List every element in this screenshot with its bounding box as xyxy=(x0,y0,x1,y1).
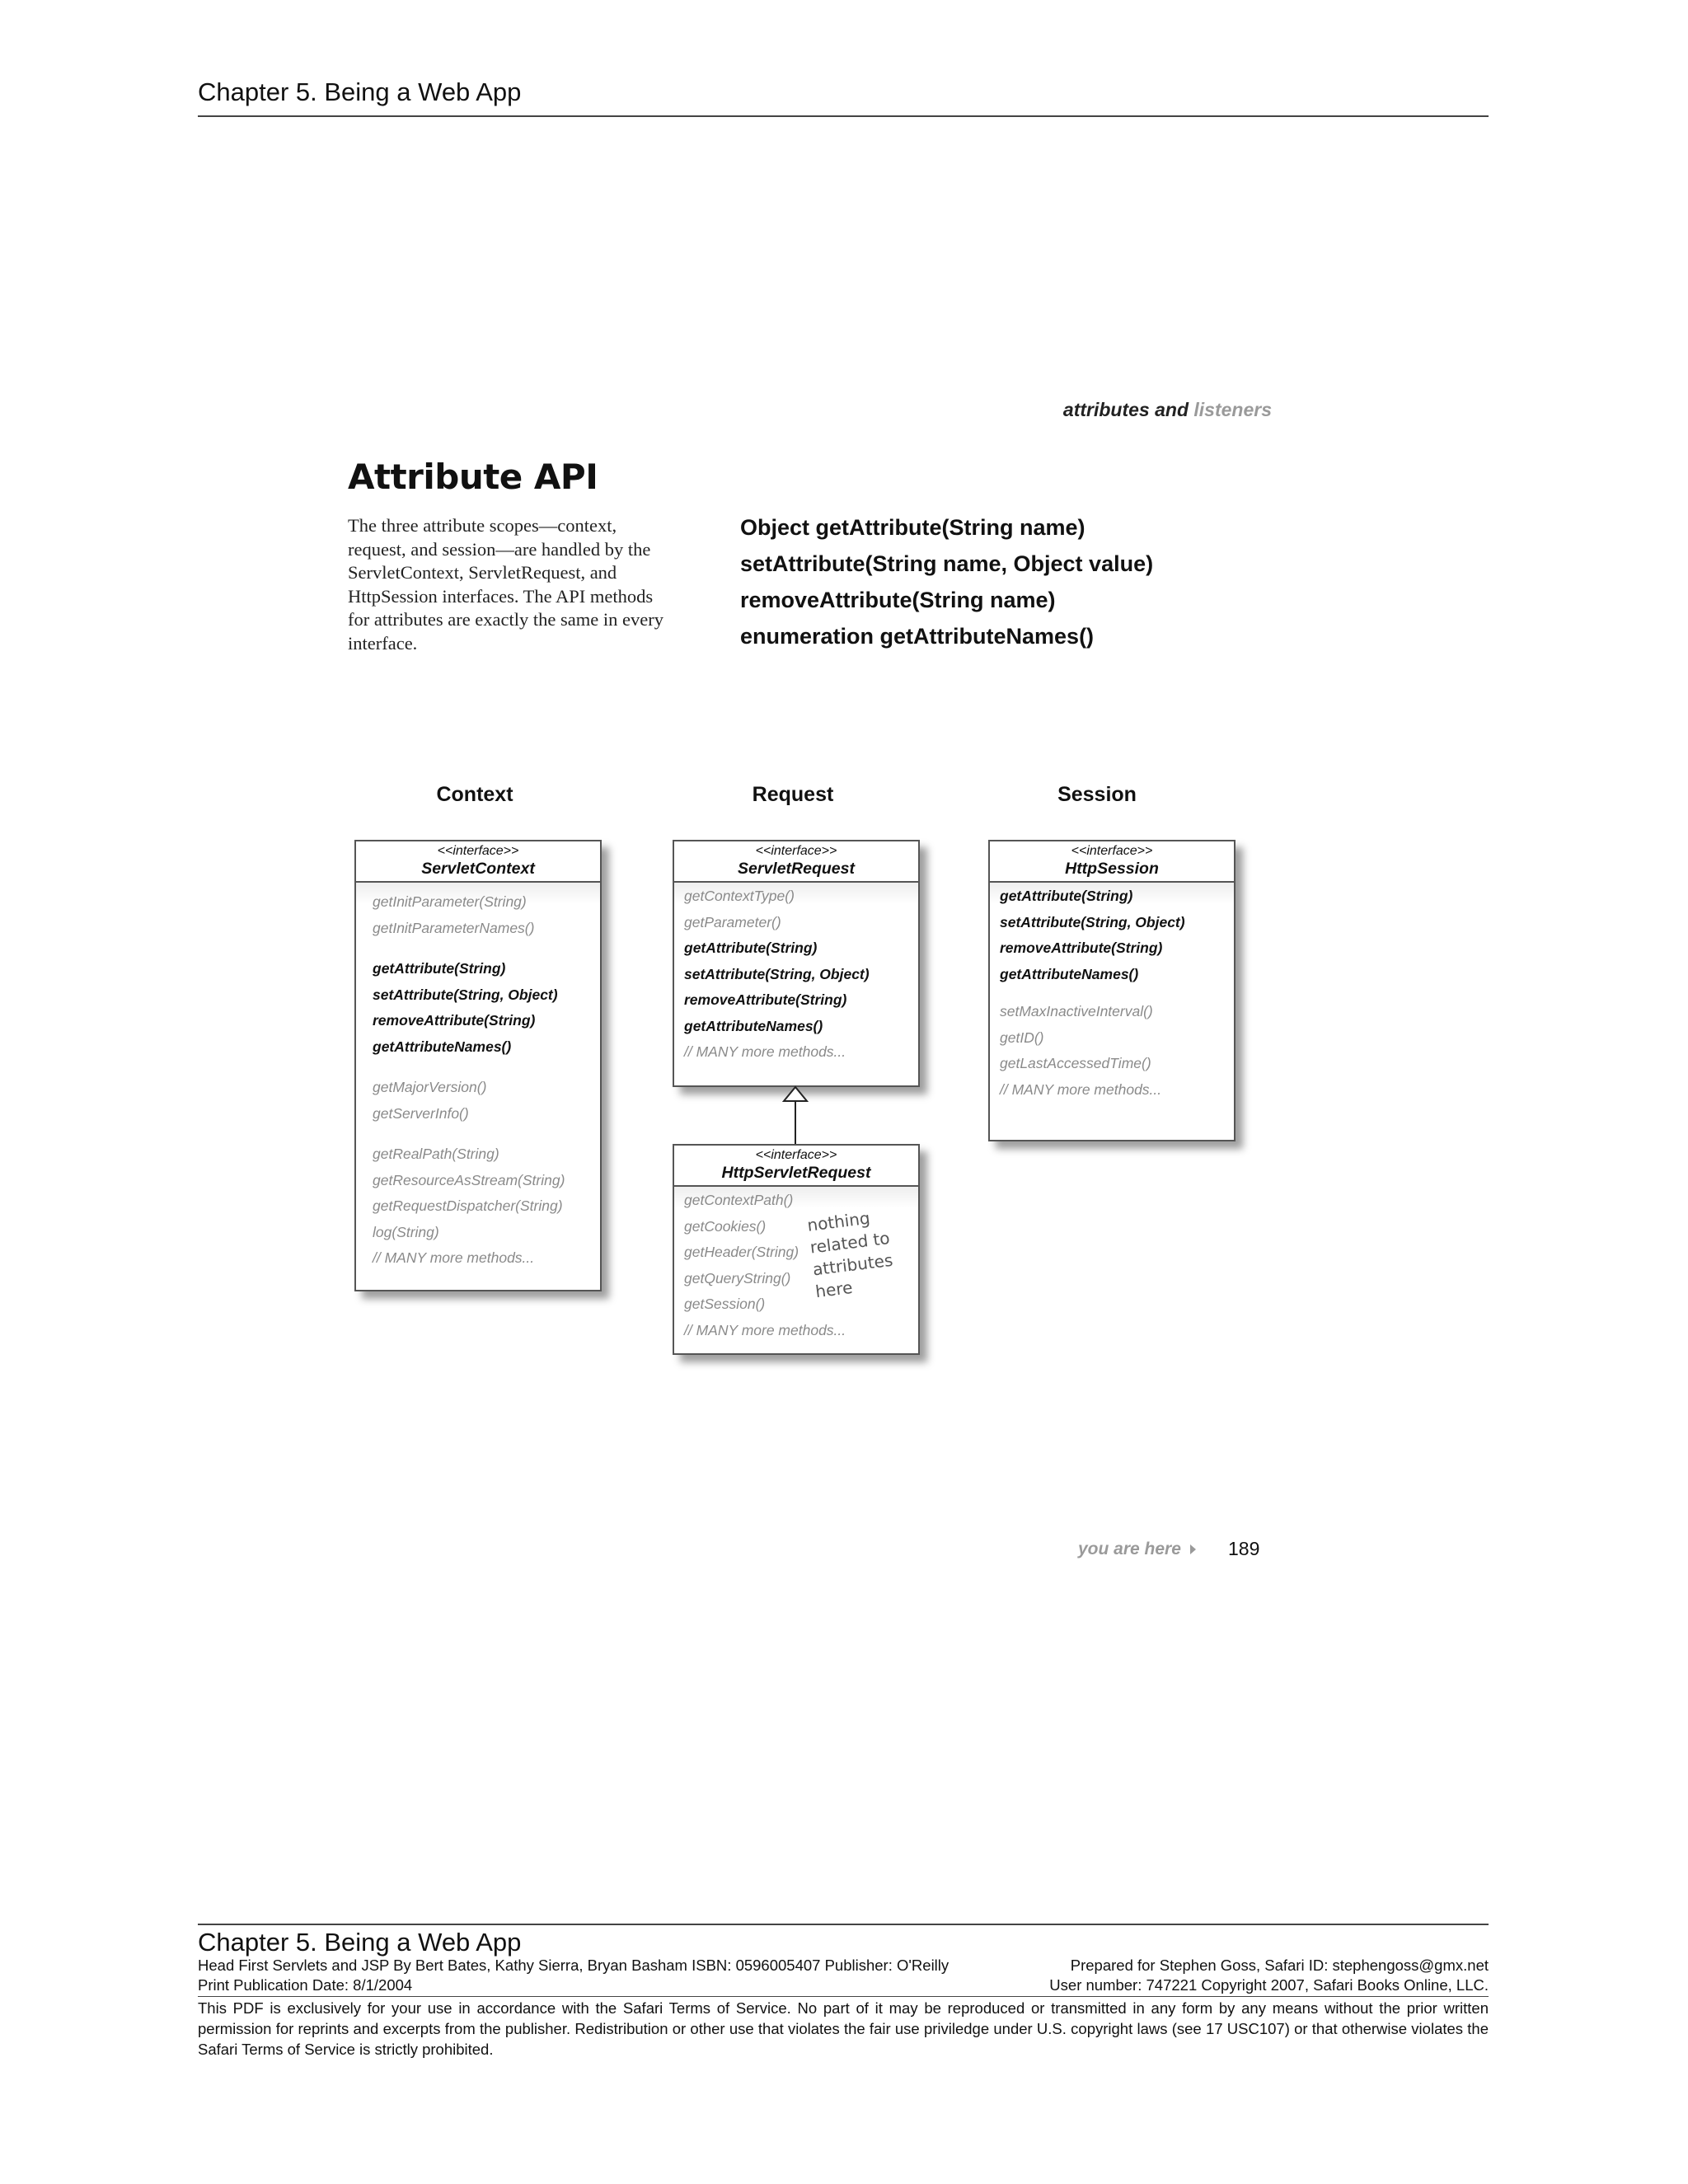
column-label-context: Context xyxy=(436,783,513,806)
method: getMajorVersion() xyxy=(373,1079,487,1095)
column-label-session: Session xyxy=(1057,783,1137,806)
note-line: nothing xyxy=(806,1207,871,1235)
stereotype: <<interface>> xyxy=(755,844,837,858)
method: getRealPath(String) xyxy=(373,1146,499,1162)
attribute-methods xyxy=(740,509,1153,654)
user-number: User number: 747221 Copyright 2007, Safari Books Online, LLC. xyxy=(1049,1976,1489,1994)
footer-rule-2 xyxy=(198,1996,1489,1997)
method-line: enumeration getAttributeNames() xyxy=(740,624,1095,649)
method: getRequestDispatcher(String) xyxy=(373,1197,563,1214)
method: getAttribute(String) xyxy=(373,960,506,977)
method-list xyxy=(990,883,1234,1111)
intro-paragraph: The three attribute scopes—context, request, and session—are handled by the ServletContext, ServletRequest, and HttpSession interfaces. The API methods for attributes are exactly the same in every interface. xyxy=(348,515,663,654)
servlet-request-box xyxy=(673,840,920,1087)
method: getContextPath() xyxy=(684,1192,794,1208)
note-line: related to xyxy=(809,1227,891,1258)
prepared-for: Prepared for Stephen Goss, Safari ID: stephengoss@gmx.net xyxy=(1070,1957,1489,1974)
servlet-context-box xyxy=(354,840,602,1291)
method: getLastAccessedTime() xyxy=(1000,1055,1151,1071)
legal-notice: This PDF is exclusively for your use in accordance with the Safari Terms of Service. No part of it may be reproduced or transmitted in any form by any means without the prior written permission for reprints and excerpts from the publisher. Redistribution or other use that violates the fair use priviledge under U.S. copyright laws (see 17 USC107) or that otherwise violates the Safari Terms of Service is strictly prohibited. xyxy=(198,1999,1489,2058)
method: log(String) xyxy=(373,1223,439,1240)
footer-chapter-title: Chapter 5. Being a Web App xyxy=(198,1928,522,1957)
method: // MANY more methods... xyxy=(1000,1080,1162,1098)
method: getParameter() xyxy=(684,913,781,930)
running-head-bold: attributes and xyxy=(1062,399,1189,420)
footer-date-line xyxy=(198,1976,1489,1994)
footer-rule xyxy=(198,1924,1489,1925)
method: removeAttribute(String) xyxy=(373,1012,536,1029)
page-number: 189 xyxy=(1228,1538,1260,1559)
method: removeAttribute(String) xyxy=(1000,940,1163,956)
inheritance-arrow xyxy=(775,1085,816,1144)
method: setAttribute(String, Object) xyxy=(684,965,870,982)
book-info: Head First Servlets and JSP By Bert Bates, Kathy Sierra, Bryan Basham ISBN: 0596005407 Publisher: O'Reilly xyxy=(198,1957,950,1974)
method: getInitParameterNames() xyxy=(373,919,535,936)
class-header xyxy=(674,1146,918,1187)
class-name: ServletContext xyxy=(421,860,535,878)
class-name: HttpSession xyxy=(1065,860,1159,878)
method: getCookies() xyxy=(684,1217,767,1235)
method: // MANY more methods... xyxy=(684,1321,846,1338)
note-line: attributes xyxy=(811,1249,894,1280)
method: getAttributeNames() xyxy=(373,1038,512,1055)
method: getSession() xyxy=(684,1296,766,1312)
method: getHeader(String) xyxy=(684,1244,799,1260)
method: // MANY more methods... xyxy=(373,1249,535,1266)
method: getServerInfo() xyxy=(373,1104,469,1122)
method: setMaxInactiveInterval() xyxy=(1000,1003,1153,1019)
class-header xyxy=(674,841,918,883)
you-are-here-label: you are here xyxy=(1078,1540,1181,1558)
chapter-title: Chapter 5. Being a Web App xyxy=(198,77,522,106)
method: getAttribute(String) xyxy=(1000,888,1133,904)
stereotype: <<interface>> xyxy=(437,844,519,858)
running-head xyxy=(1063,399,1272,421)
class-name: HttpServletRequest xyxy=(721,1164,871,1182)
method: setAttribute(String, Object) xyxy=(1000,913,1185,930)
footer-book-info-line xyxy=(198,1957,1489,1975)
method: getAttributeNames() xyxy=(684,1017,823,1034)
method: getContextType() xyxy=(684,888,795,904)
header-rule xyxy=(198,115,1489,117)
method: getInitParameter(String) xyxy=(373,893,527,910)
method: getAttribute(String) xyxy=(684,940,818,956)
note-line: here xyxy=(814,1277,854,1302)
method: getQueryString() xyxy=(684,1269,791,1286)
print-date: Print Publication Date: 8/1/2004 xyxy=(198,1976,413,1994)
method-line: Object getAttribute(String name) xyxy=(740,515,1085,540)
method-list xyxy=(356,883,600,1280)
method: setAttribute(String, Object) xyxy=(373,986,558,1003)
class-header xyxy=(356,841,600,883)
http-session-box xyxy=(988,840,1236,1141)
running-head-light: listeners xyxy=(1193,399,1272,420)
stereotype: <<interface>> xyxy=(1071,844,1153,858)
handwritten-note xyxy=(806,1205,897,1303)
method: getID() xyxy=(1000,1029,1044,1046)
section-title: Attribute API xyxy=(348,457,598,497)
stereotype: <<interface>> xyxy=(755,1148,837,1162)
class-name: ServletRequest xyxy=(738,860,855,878)
class-header xyxy=(990,841,1234,883)
method: getResourceAsStream(String) xyxy=(373,1171,565,1188)
column-label-request: Request xyxy=(752,783,834,806)
method: // MANY more methods... xyxy=(684,1043,846,1060)
triangle-pointer-icon xyxy=(1190,1544,1196,1554)
method: removeAttribute(String) xyxy=(684,991,847,1008)
method: getAttributeNames() xyxy=(1000,965,1139,982)
method-line: setAttribute(String name, Object value) xyxy=(740,551,1154,576)
method-list xyxy=(674,883,918,1074)
method-line: removeAttribute(String name) xyxy=(740,588,1056,612)
